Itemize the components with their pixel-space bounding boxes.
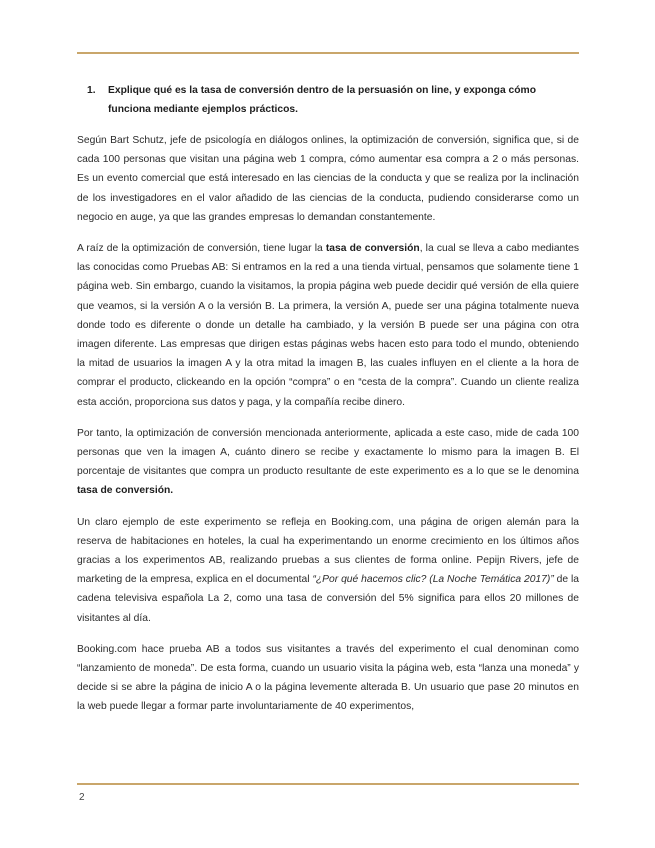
page-number: 2	[79, 792, 85, 803]
paragraph-3	[77, 424, 579, 501]
paragraph-3-bold-term: tasa de conversión.	[77, 485, 174, 497]
question-heading	[77, 82, 579, 119]
question-text: Explique qué es la tasa de conversión dentro de la persuasión on line, y exponga cómo funciona mediante ejemplos prácticos.	[108, 85, 537, 115]
paragraph-2	[77, 239, 579, 412]
paragraph-2-part-c: , la cual se lleva a cabo mediantes las conocidas como Pruebas AB: Si entramos en la red a una tienda virtual, pensamos que solamente tiene 1 página web. Sin embargo, cuando la visitamos, la propia página web puede decidir qué versión de ella quiere que veamos, si la versión A o la versión B. La primera, la versión A, puede ser una página totalmente nueva donde todo es diferente o donde un detalle ha cambiado, y la versión B puede ser una página con otra imagen diferente. Las empresas que dirigen estas páginas webs hacen esto para todo el mundo, obteniendo la mitad de usuarios la imagen A y la otra mitad la imagen B, las cuales influyen en el cliente a la hora de comprar el producto, clickeando en la opción “compra” o en “cesta de la compra”. Cuando un cliente realiza esta acción, proporciona sus datos y paga, y la compañía recibe dinero.	[77, 243, 580, 408]
paragraph-2-bold-term: tasa de conversión	[325, 243, 420, 255]
document-body	[77, 82, 579, 729]
question-number: 1.	[87, 85, 96, 96]
paragraph-4	[77, 513, 579, 628]
paragraph-4-part-a: Un claro ejemplo de este experimento se refleja en Booking.com, una página de origen alemán para la reserva de habitaciones en hoteles, la cual ha experimentando un enorme crecimiento en los últimos años gracias a los experimentos AB, realizando pruebas a sus clientes de forma online. Pepijn Rivers, jefe de marketing de la empresa, explica en el documental	[77, 516, 579, 586]
paragraph-3-part-a: Por tanto, la optimización de conversión mencionada anteriormente, aplicada a este caso, mide de cada 100 personas que ven la imagen A, cuánto dinero se recibe y exactamente lo mismo para la imagen B. El porcentaje de visitantes que compra un producto resultante de este experimento es a lo que se le denomina	[77, 427, 579, 478]
paragraph-4-part-c: de la cadena televisiva española La 2, como una tasa de conversión del 5% significa para ellos 20 millones de visitantes al día.	[77, 574, 579, 624]
paragraph-1: Según Bart Schutz, jefe de psicología en diálogos onlines, la optimización de conversión, significa que, si de cada 100 personas que visitan una página web 1 compra, cómo aumentar esa compra a 2 o más personas. Es un evento comercial que está interesado en las ciencias de la conducta y que se realiza por la inclinación de los investigadores en el valor añadido de las ciencias de la conducta, pudiendo considerarse como un negocio en auge, ya que las grandes empresas lo demandan constantemente.	[77, 135, 579, 223]
paragraph-2-part-a: A raíz de la optimización de conversión, tiene lugar la	[77, 243, 326, 255]
header-rule	[77, 52, 579, 54]
footer-rule	[77, 783, 579, 785]
paragraph-5: Booking.com hace prueba AB a todos sus visitantes a través del experimento el cual denominan como “lanzamiento de moneda”. De esta forma, cuando un usuario visita la página web, esta “lanza una moneda” y decide si se abre la página de inicio A o la página levemente alterada B. Un usuario que pase 20 minutos en la web puede llegar a formar parte involuntariamente de 40 experimentos,	[77, 643, 579, 713]
paragraph-4-documentary-title: “¿Por qué hacemos clic? (La Noche Temática 2017)”	[312, 574, 554, 586]
